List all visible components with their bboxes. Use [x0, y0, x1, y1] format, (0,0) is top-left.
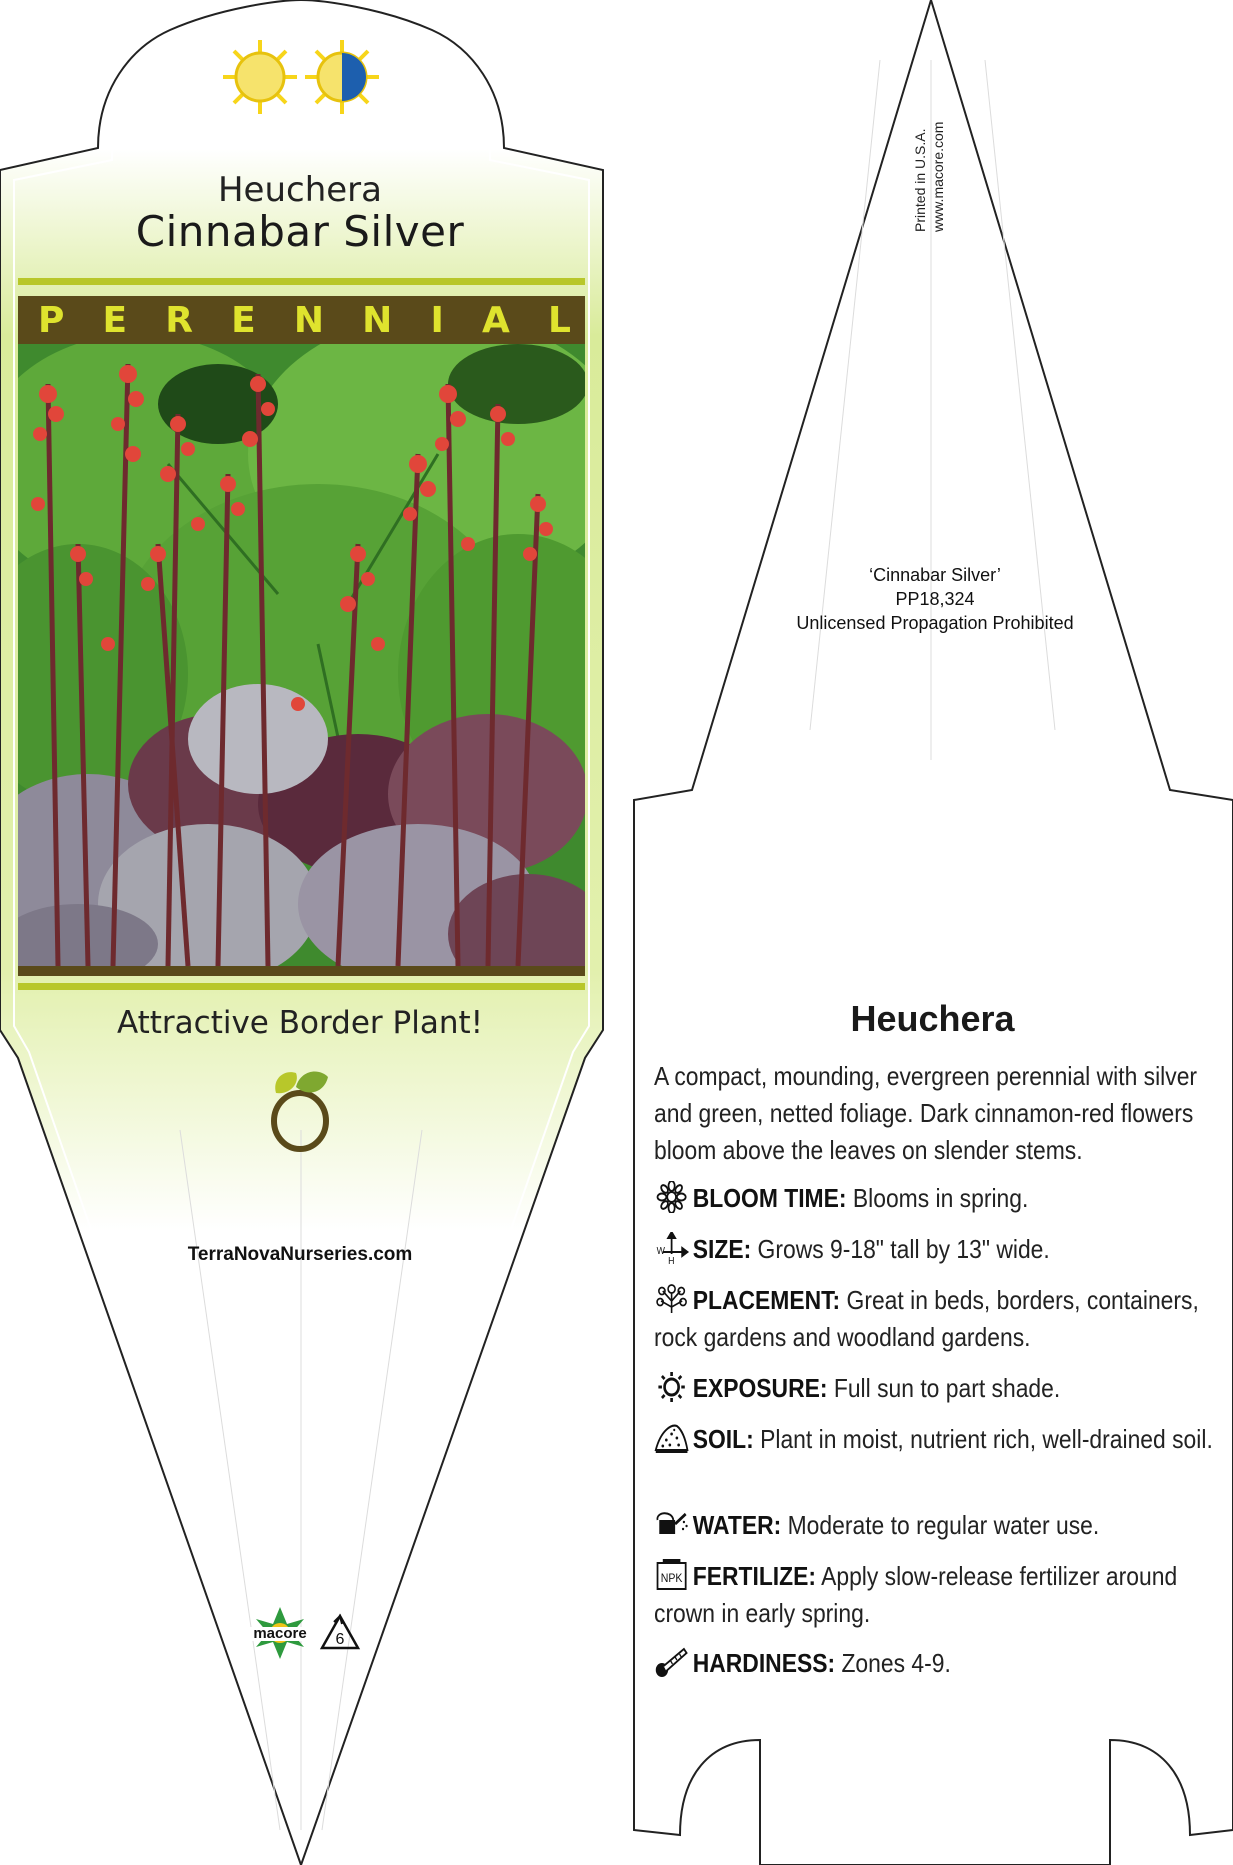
cultivar-name: Cinnabar Silver	[135, 207, 465, 256]
care-text: Full sun to part shade.	[827, 1373, 1061, 1403]
care-text: Zones 4-9.	[835, 1648, 951, 1678]
care-label: BLOOM TIME:	[692, 1183, 847, 1213]
care-water	[654, 1507, 1214, 1544]
care-soil	[654, 1421, 1214, 1458]
care-text: Blooms in spring.	[846, 1183, 1029, 1213]
category-letter: E	[102, 299, 128, 341]
category-letter: E	[231, 299, 256, 341]
exposure-icons	[222, 38, 382, 116]
npk-fertilizer-icon	[654, 1559, 689, 1591]
category-letter: R	[165, 299, 193, 341]
care-text: Apply slow-release fertilizer around crown in early spring.	[654, 1561, 1178, 1628]
patent-name: ‘Cinnabar Silver’	[869, 565, 1001, 585]
full-sun-icon	[223, 40, 297, 114]
printed-line-1: Printed in U.S.A.	[912, 128, 928, 232]
size-icon-h: H	[668, 1254, 675, 1264]
patent-number: PP18,324	[895, 589, 975, 609]
care-fertilize	[654, 1558, 1214, 1632]
category-letter: L	[548, 299, 571, 341]
care-exposure	[654, 1370, 1214, 1407]
seed-logo-icon	[266, 1065, 336, 1155]
band-bottom-dark	[18, 966, 585, 976]
care-label: SOIL:	[692, 1424, 754, 1454]
plant-cluster-icon	[654, 1283, 689, 1315]
size-icon-w: W	[656, 1244, 665, 1257]
category-letter: A	[481, 299, 510, 341]
care-text: Plant in moist, nutrient rich, well-drained soil.	[753, 1424, 1213, 1454]
care-hardiness	[654, 1645, 1214, 1682]
macore-logo-icon	[245, 1605, 315, 1665]
category-letter: I	[430, 299, 444, 341]
website: TerraNovaNurseries.com	[187, 1244, 413, 1265]
recycle-code: 6	[335, 1631, 345, 1648]
care-label: PLACEMENT:	[692, 1285, 841, 1315]
category-letter: N	[362, 299, 393, 341]
category-letter: N	[293, 299, 325, 341]
care-text: Grows 9-18" tall by 13" wide.	[751, 1234, 1050, 1264]
band-top-line	[18, 278, 585, 285]
patent-notice: Unlicensed Propagation Prohibited	[796, 613, 1074, 633]
plant-photo	[18, 344, 585, 966]
care-placement	[654, 1282, 1214, 1356]
macore-logo-text: macore	[253, 1625, 307, 1642]
category-letter: P	[38, 299, 65, 341]
part-shade-icon	[305, 40, 379, 114]
npk-icon-text: NPK	[660, 1572, 683, 1586]
soil-mound-icon	[654, 1422, 689, 1454]
plant-description: A compact, mounding, evergreen perennial with silver and green, netted foliage. Dark cinnamon-red flowers bloom above the leaves on slender stems.	[654, 1061, 1198, 1165]
care-size	[654, 1231, 1214, 1268]
care-bloom-time	[654, 1180, 1214, 1217]
care-text: Great in beds, borders, containers, rock gardens and woodland gardens.	[654, 1285, 1199, 1352]
thermometer-icon	[654, 1646, 689, 1678]
flower-icon	[654, 1181, 689, 1213]
care-label: SIZE:	[692, 1234, 752, 1264]
recycle-icon	[318, 1612, 362, 1656]
patent-block	[740, 563, 1130, 635]
printed-line-2: www.macore.com	[930, 121, 946, 232]
tagline: Attractive Border Plant!	[116, 1005, 484, 1041]
care-label: HARDINESS:	[692, 1648, 836, 1678]
care-label: EXPOSURE:	[692, 1373, 828, 1403]
care-label: FERTILIZE:	[692, 1561, 817, 1591]
care-text: Moderate to regular water use.	[781, 1510, 1100, 1540]
band-bottom-lime	[18, 983, 585, 990]
sun-outline-icon	[654, 1371, 689, 1403]
info-title: Heuchera	[850, 998, 1015, 1039]
care-label: WATER:	[692, 1510, 782, 1540]
perennial-band	[18, 296, 585, 344]
watering-can-icon	[654, 1508, 689, 1540]
genus-name: Heuchera	[217, 170, 382, 210]
size-arrows-icon	[654, 1232, 689, 1264]
printed-in-usa	[912, 100, 958, 240]
